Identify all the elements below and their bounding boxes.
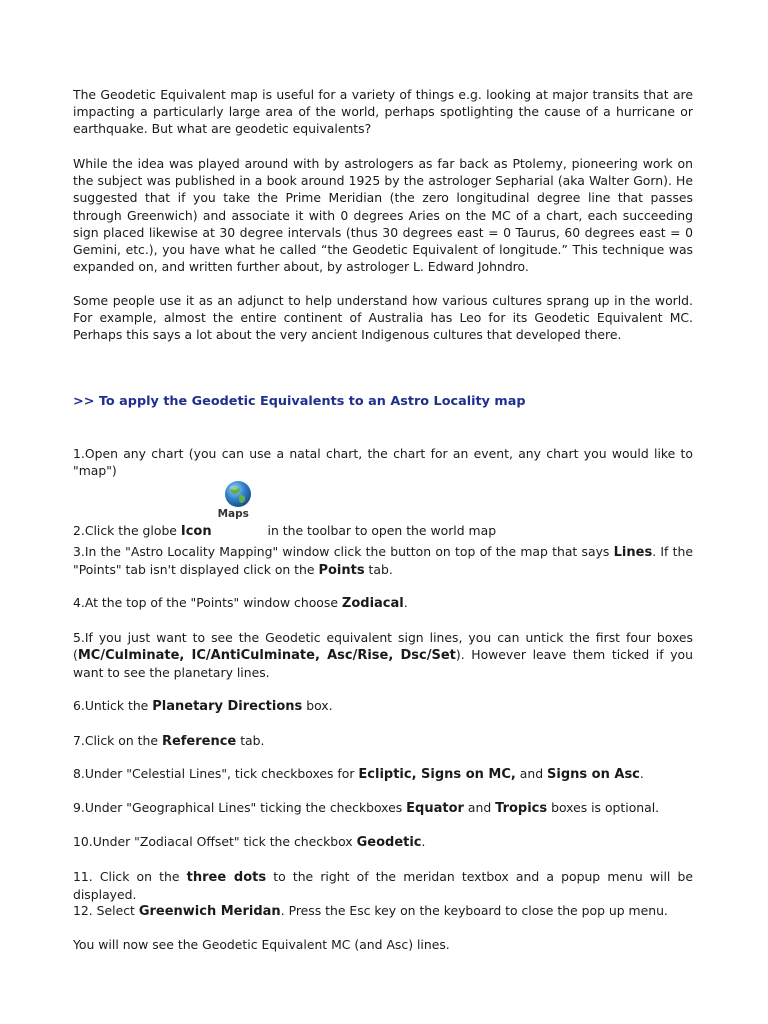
- step-5-text-a: 5.If you just want to see the Geodetic equivalent sign lines, you can untick the first four boxes (: [73, 630, 693, 663]
- intro-paragraph-3: Some people use it as an adjunct to help understand how various cultures sprang up in the world. For example, almost the entire continent of Australia has Leo for its Geodetic Equivalent MC. Perhaps this says a lot about the very ancient Indigenous cultures that developed there.: [73, 293, 693, 343]
- step-11-bold: three dots: [186, 870, 267, 885]
- step-9-text-e: boxes is optional.: [547, 800, 660, 815]
- step-4-bold: Zodiacal: [341, 596, 404, 611]
- step-12: [73, 902, 693, 920]
- step-2: [73, 510, 693, 540]
- step-5: [73, 629, 693, 682]
- step-3-bold-points: Points: [318, 563, 365, 579]
- step-11-text-c: to the right of the meridan textbox and a popup menu will be displayed.: [73, 869, 693, 903]
- step-6-text-c: box.: [302, 698, 333, 713]
- step-8: [73, 765, 693, 783]
- step-3: [73, 543, 693, 579]
- step-9-bold-equator: Equator: [406, 801, 464, 816]
- step-4: [73, 594, 693, 612]
- step-3-text-a: 3.In the "Astro Locality Mapping" window click the button on top of the map that says: [73, 544, 614, 559]
- step-9-text-a: 9.Under "Geographical Lines" ticking the checkboxes: [73, 800, 407, 815]
- step-3-text-c: . If the "Points" tab isn't displayed click on the: [73, 544, 693, 578]
- step-2-text-a: 2.Click the globe: [73, 522, 181, 538]
- step-11-text-a: 11. Click on the: [73, 869, 187, 884]
- step-10: [73, 833, 693, 851]
- step-12-bold: Greenwich Meridan: [138, 904, 281, 919]
- step-8-text-c: and: [515, 766, 548, 781]
- step-12-text-a: 12. Select: [73, 903, 139, 918]
- step-10-text-a: 10.Under "Zodiacal Offset" tick the checkbox: [73, 834, 357, 849]
- step-5-text-c: ). However leave them ticked if you want to see the planetary lines.: [73, 647, 693, 681]
- step-8-text-e: .: [639, 766, 644, 781]
- maps-toolbar-button[interactable]: [218, 510, 258, 540]
- step-9-text-c: and: [463, 800, 496, 815]
- step-9: [73, 799, 693, 817]
- intro-paragraph-2: While the idea was played around with by astrologers as far back as Ptolemy, pioneering work on the subject was published in a book around 1925 by the astrologer Sepharial (aka Walter Gorn). He suggested that if you take the Prime Meridian (the zero longitudinal degree line that passes through Greenwich) and associate it with 0 degrees Aries on the MC of a chart, each succeeding sign placed likewise at 30 degree intervals (thus 30 degrees east = 0 Taurus, 60 degrees east = 0 Gemini, etc.), you have what he called “the Geodetic Equivalent of longitude.” This technique was expanded on, and written further about, by astrologer L. Edward Johndro.: [73, 156, 693, 275]
- step-11: [73, 868, 693, 903]
- maps-icon-label: Maps: [217, 508, 249, 520]
- step-3-text-e: tab.: [364, 562, 393, 578]
- step-12-text-c: . Press the Esc key on the keyboard to close the pop up menu.: [280, 903, 668, 918]
- section-heading: >> To apply the Geodetic Equivalents to an Astro Locality map: [73, 394, 526, 409]
- step-7-text-c: tab.: [236, 733, 265, 748]
- step-6-bold: Planetary Directions: [152, 699, 303, 714]
- step-7-bold: Reference: [161, 734, 237, 749]
- step-7-text-a: 7.Click on the: [73, 733, 162, 748]
- step-8-text-a: 8.Under "Celestial Lines", tick checkboxes for: [73, 766, 359, 781]
- step-6-text-a: 6.Untick the: [73, 698, 153, 713]
- step-7: [73, 732, 693, 750]
- step-4-text-c: .: [403, 595, 408, 610]
- intro-paragraph-1: The Geodetic Equivalent map is useful for a variety of things e.g. looking at major transits that are impacting a particularly large area of the world, perhaps spotlighting the cause of a hurricane or earthquake. But what are geodetic equivalents?: [73, 87, 693, 137]
- step-1: 1.Open any chart (you can use a natal chart, the chart for an event, any chart you would like to "map"): [73, 446, 693, 479]
- step-6: [73, 697, 693, 715]
- step-8-bold-ecliptic: Ecliptic, Signs on MC,: [358, 767, 516, 782]
- step-9-bold-tropics: Tropics: [495, 801, 548, 816]
- step-10-bold: Geodetic: [356, 835, 422, 850]
- step-8-bold-asc: Signs on Asc: [547, 767, 640, 782]
- globe-icon: [224, 480, 252, 508]
- step-2-text-c: in the toolbar to open the world map: [263, 522, 497, 538]
- step-5-bold: MC/Culminate, IC/AntiCulminate, Asc/Rise, Dsc/Set: [77, 648, 456, 664]
- step-3-bold-lines: Lines: [613, 545, 653, 560]
- closing-paragraph: You will now see the Geodetic Equivalent MC (and Asc) lines.: [73, 937, 450, 952]
- step-2-bold: Icon: [180, 523, 212, 539]
- step-4-text-a: 4.At the top of the "Points" window choose: [73, 595, 342, 610]
- step-10-text-c: .: [421, 834, 426, 849]
